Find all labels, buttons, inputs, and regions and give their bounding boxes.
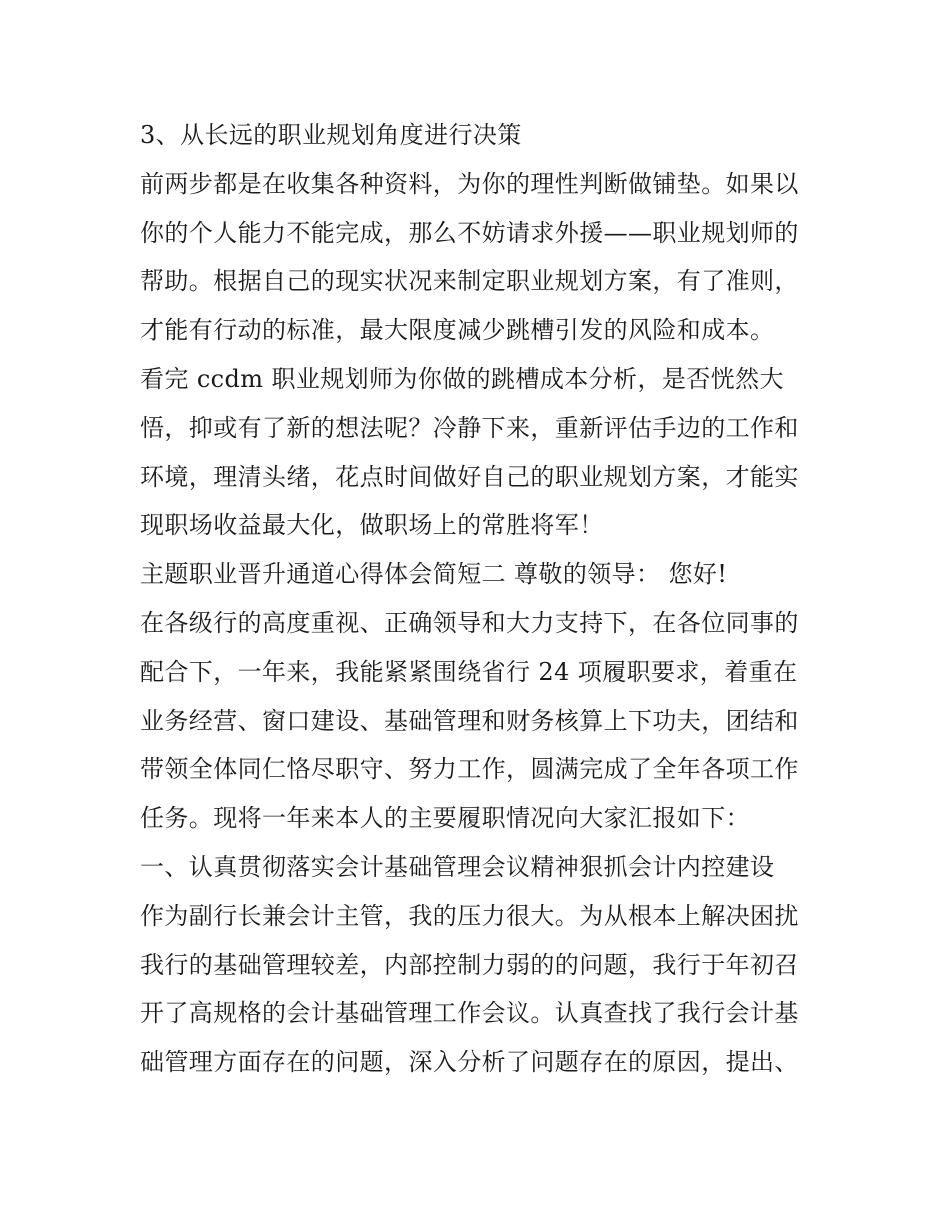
text-line: 我行的基础管理较差，内部控制力弱的的问题，我行于年初召 bbox=[140, 950, 799, 979]
text-line: 业务经营、窗口建设、基础管理和财务核算上下功夫，团结和 bbox=[140, 706, 799, 735]
section-heading-1: 一、认真贯彻落实会计基础管理会议精神狠抓会计内控建设 bbox=[140, 852, 775, 881]
text-line: 础管理方面存在的问题，深入分析了问题存在的原因，提出、 bbox=[140, 1048, 799, 1077]
section-heading-3: 3、从长远的职业规划角度进行决策 bbox=[140, 121, 522, 149]
text-line: 看完 ccdm 职业规划师为你做的跳槽成本分析，是否恍然大 bbox=[140, 364, 784, 393]
text-line: 作为副行长兼会计主管，我的压力很大。为从根本上解决困扰 bbox=[140, 901, 799, 930]
text-line: 你的个人能力不能完成，那么不妨请求外援——职业规划师的 bbox=[140, 218, 799, 247]
text-line: 任务。现将一年来本人的主要履职情况向大家汇报如下： bbox=[140, 804, 750, 833]
text-line: 现职场收益最大化，做职场上的常胜将军！ bbox=[140, 511, 604, 540]
text-line: 开了高规格的会计基础管理工作会议。认真查找了我行会计基 bbox=[140, 999, 799, 1028]
text-line: 悟，抑或有了新的想法呢？冷静下来，重新评估手边的工作和 bbox=[140, 413, 799, 442]
document-body bbox=[140, 111, 840, 1087]
text-line: 帮助。根据自己的现实状况来制定职业规划方案，有了准则， bbox=[140, 267, 799, 296]
text-line: 带领全体同仁恪尽职守、努力工作，圆满完成了全年各项工作 bbox=[140, 755, 799, 784]
text-line: 在各级行的高度重视、正确领导和大力支持下，在各位同事的 bbox=[140, 608, 799, 637]
text-line: 前两步都是在收集各种资料，为你的理性判断做铺垫。如果以 bbox=[140, 169, 799, 198]
text-line: 配合下，一年来，我能紧紧围绕省行 24 项履职要求，着重在 bbox=[140, 657, 798, 686]
topic-heading: 主题职业晋升通道心得体会简短二 尊敬的领导： 您好! bbox=[140, 560, 728, 589]
text-line: 才能有行动的标准，最大限度减少跳槽引发的风险和成本。 bbox=[140, 316, 775, 345]
text-line: 环境，理清头绪，花点时间做好自己的职业规划方案，才能实 bbox=[140, 462, 799, 491]
